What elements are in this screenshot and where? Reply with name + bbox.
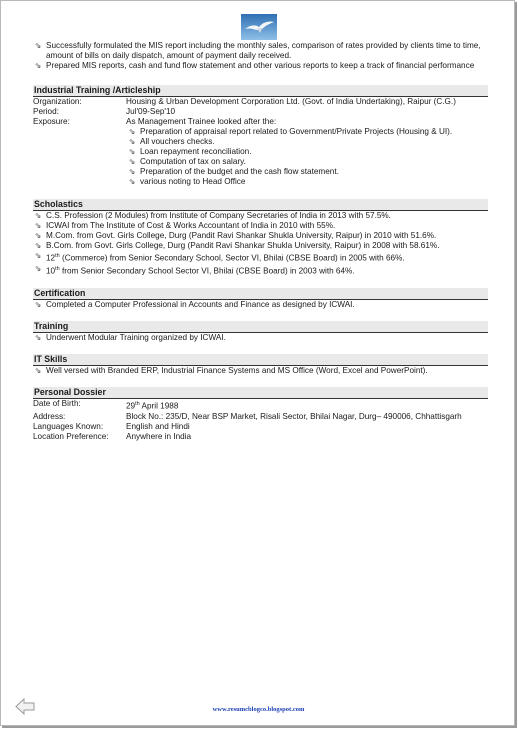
bullet-arrow-icon: ⇘ xyxy=(128,157,136,166)
location-row xyxy=(33,432,488,442)
exposure-list xyxy=(127,127,488,187)
certification-list xyxy=(33,300,488,310)
location-value: Anywhere in India xyxy=(126,432,192,442)
address-label: Address: xyxy=(33,412,66,422)
section-title-it-skills: IT Skills xyxy=(33,354,488,366)
section-title-certification: Certification xyxy=(33,288,488,300)
list-item: ⇘ ICWAI from The Institute of Cost & Works Accountant of India in 2010 with 55%. xyxy=(34,221,336,230)
dob-row xyxy=(33,399,488,412)
list-item: ⇘ B.Com. from Govt. Girls College, Durg (Pandit Ravi Shankar Shukla University, Raipur) in 2008 with 58.61%. xyxy=(34,241,440,250)
bullet-arrow-icon: ⇘ xyxy=(128,127,136,136)
languages-value: English and Hindi xyxy=(126,422,190,432)
section-title-scholastics: Scholastics xyxy=(33,199,488,211)
list-item: ⇘ C.S. Profession (2 Modules) from Institute of Company Secretaries of India in 2013 with 57.5%. xyxy=(34,211,391,220)
address-row xyxy=(33,412,488,422)
it-skills-list xyxy=(33,366,488,376)
list-item: ⇘ Computation of tax on salary. xyxy=(128,157,246,166)
languages-label: Languages Known: xyxy=(33,422,104,432)
bullet-arrow-icon: ⇘ xyxy=(34,333,42,343)
footer-website-link[interactable]: www.resumcblogco.blogspot.com xyxy=(212,706,305,713)
section-title-personal-dossier: Personal Dossier xyxy=(33,387,488,399)
list-item: ⇘ Preparation of appraisal report related to Government/Private Projects (Housing & UI). xyxy=(128,127,453,136)
list-item: ⇘ All vouchers checks. xyxy=(128,137,215,146)
list-item: ⇘ various noting to Head Office xyxy=(128,177,246,186)
bullet-arrow-icon: ⇘ xyxy=(128,147,136,156)
bullet-arrow-icon: ⇘ xyxy=(34,231,42,240)
period-label: Period: xyxy=(33,107,59,116)
languages-row xyxy=(33,422,488,432)
dob-label: Date of Birth: xyxy=(33,399,81,409)
period-row xyxy=(33,107,488,117)
organization-label: Organization: xyxy=(33,97,82,106)
exposure-label: Exposure: xyxy=(33,117,70,126)
bullet-arrow-icon: ⇘ xyxy=(34,366,42,376)
intro-bullet-list xyxy=(33,41,488,71)
bullet-arrow-icon: ⇘ xyxy=(128,137,136,146)
bullet-arrow-icon: ⇘ xyxy=(34,251,42,260)
exposure-value: As Management Trainee looked after the: xyxy=(126,117,277,126)
bullet-arrow-icon: ⇘ xyxy=(34,211,42,220)
bullet-arrow-icon: ⇘ xyxy=(128,167,136,176)
list-item: ⇘ Well versed with Branded ERP, Industrial Finance Systems and MS Office (Word, Excel and PowerPoint). xyxy=(34,366,428,376)
list-item: ⇘ Loan repayment reconciliation. xyxy=(128,147,252,156)
list-item: ⇘ Successfully formulated the MIS report including the monthly sales, comparison of rates provided by clients time to time, amount of bills on daily dispatch, amount of payment daily received. xyxy=(34,41,481,60)
organization-row xyxy=(33,97,488,107)
period-value: Jul'09-Sep'10 xyxy=(126,107,176,116)
list-item: ⇘ Preparation of the budget and the cash flow statement. xyxy=(128,167,339,176)
bullet-arrow-icon: ⇘ xyxy=(34,221,42,230)
list-item: ⇘ 12th (Commerce) from Senior Secondary School, Sector VI, Bhilai (CBSE Board) in 2005 with 66%. xyxy=(34,251,405,263)
training-list xyxy=(33,333,488,343)
list-item: ⇘ Underwent Modular Training organized by ICWAI. xyxy=(34,333,226,343)
organization-value: Housing & Urban Development Corporation Ltd. (Govt. of India Undertaking), Raipur (C.G.) xyxy=(126,97,456,106)
section-title-industrial-training: Industrial Training /Articleship xyxy=(33,85,488,97)
logo-bird-icon xyxy=(241,14,277,40)
list-item: ⇘ M.Com. from Govt. Girls College, Durg (Pandit Ravi Shankar Shukla University, Raipur) in 2010 with 51.6%. xyxy=(34,231,437,240)
exposure-row xyxy=(33,117,488,127)
list-item: ⇘ Completed a Computer Professional in Accounts and Finance as designed by ICWAI. xyxy=(34,300,355,310)
bullet-arrow-icon: ⇘ xyxy=(128,177,136,186)
list-item: ⇘ 10th from Senior Secondary School Sector VI, Bhilai (CBSE Board) in 2003 with 64%. xyxy=(34,263,355,276)
list-item: ⇘ Prepared MIS reports, cash and fund flow statement and other various reports to keep a track of financial performance xyxy=(34,61,475,70)
bullet-arrow-icon: ⇘ xyxy=(34,300,42,310)
bullet-arrow-icon: ⇘ xyxy=(34,41,42,50)
bullet-arrow-icon: ⇘ xyxy=(34,241,42,250)
bullet-arrow-icon: ⇘ xyxy=(34,61,42,70)
location-label: Location Preference: xyxy=(33,432,109,442)
section-title-training: Training xyxy=(33,321,488,333)
scholastics-list xyxy=(33,211,488,276)
resume-content xyxy=(33,41,488,442)
address-value: Block No.: 235/D, Near BSP Market, Risali Sector, Bhilai Nagar, Durg– 490006, Chhattisgarh xyxy=(126,412,462,422)
dob-value: 29th April 1988 xyxy=(126,401,179,412)
bullet-arrow-icon: ⇘ xyxy=(34,263,42,273)
